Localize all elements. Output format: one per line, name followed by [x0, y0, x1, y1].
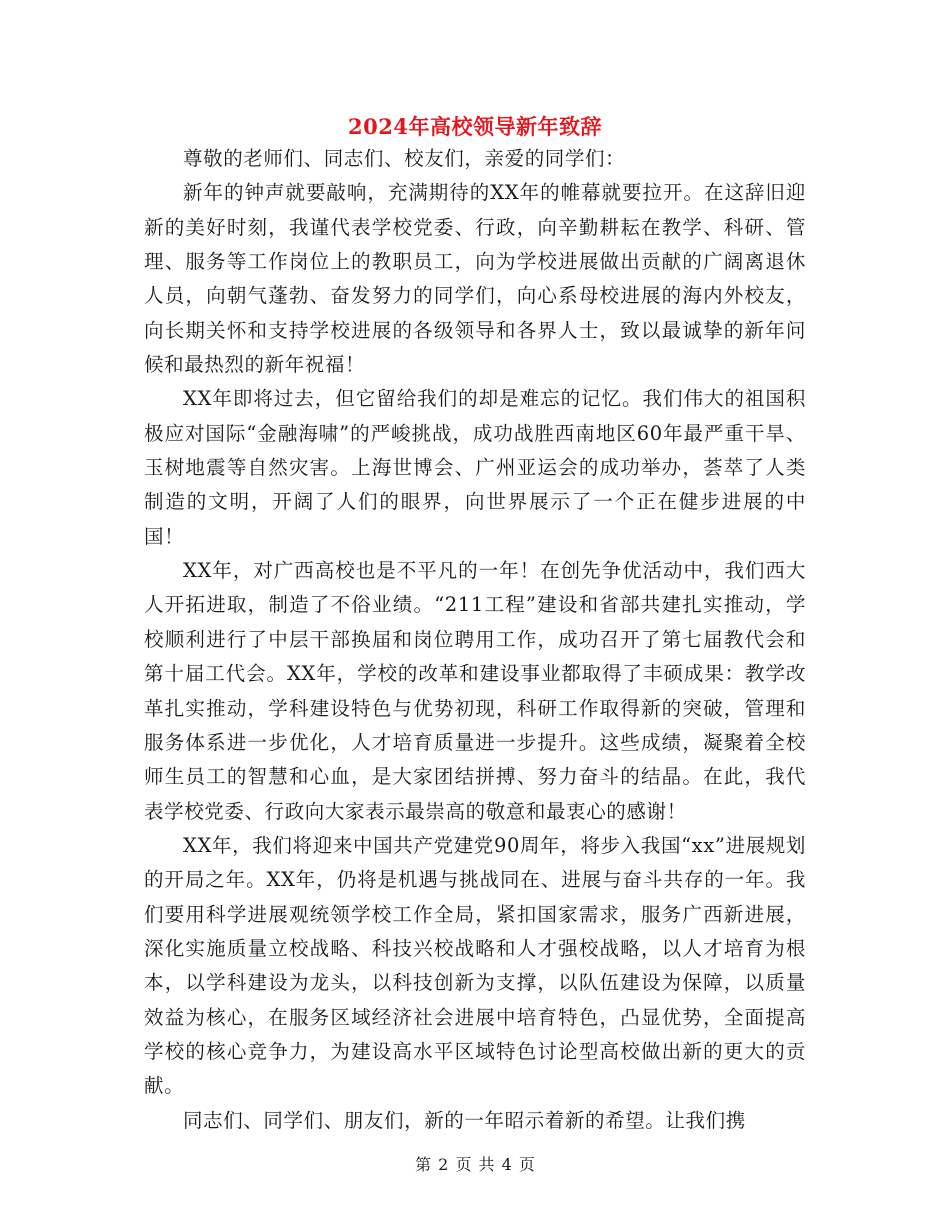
paragraph-past-year-national: XX年即将过去，但它留给我们的却是难忘的记忆。我们伟大的祖国积极应对国际“金融海啸”的严峻挑战，成功战胜西南地区60年最严重干旱、玉树地震等自然灾害。上海世博会、广州亚运会的成功举办，荟萃了人类制造的文明，开阔了人们的眼界，向世界展示了一个正在健步进展的中国！	[144, 387, 806, 548]
paragraph-new-year-greeting: 新年的钟声就要敲响，充满期待的XX年的帷幕就要拉开。在这辞旧迎新的美好时刻，我谨代表学校党委、行政，向辛勤耕耘在教学、科研、管理、服务等工作岗位上的教职员工，向为学校进展做出贡献的广阔离退休人员，向朝气蓬勃、奋发努力的同学们，向心系母校进展的海内外校友，向长期关怀和支持学校进展的各级领导和各界人士，致以最诚挚的新年问候和最热烈的新年祝福！	[144, 181, 806, 377]
salutation-paragraph: 尊敬的老师们、同志们、校友们，亲爱的同学们：	[183, 147, 626, 170]
document-title: 2024年高校领导新年致辞	[348, 114, 602, 139]
paragraph-university-achievements: XX年，对广西高校也是不平凡的一年！在创先争优活动中，我们西大人开拓进取，制造了不俗业绩。“211工程”建设和省部共建扎实推动，学校顺利进行了中层干部换届和岗位聘用工作，成功召开了第七届教代会和第十届工代会。XX年，学校的改革和建设事业都取得了丰硕成果：教学改革扎实推动，学科建设特色与优势初现，科研工作取得新的突破，管理和服务体系进一步优化，人才培育质量进一步提升。这些成绩，凝聚着全校师生员工的智慧和心血，是大家团结拼搏、努力奋斗的结晶。在此，我代表学校党委、行政向大家表示最崇高的敬意和最衷心的感谢！	[144, 559, 806, 823]
paragraph-coming-year-plans: XX年，我们将迎来中国共产党建党90周年，将步入我国“xx”进展规划的开局之年。XX年，仍将是机遇与挑战同在、进展与奋斗共存的一年。我们要用科学进展观统领学校工作全局，紧扣国家需求，服务广西新进展，深化实施质量立校战略、科技兴校战略和人才强校战略，以人才培育为根本，以学科建设为龙头，以科技创新为支撑，以队伍建设为保障，以质量效益为核心，在服务区域经济社会进展中培育特色，凸显优势，全面提高学校的核心竞争力，为建设高水平区域特色讨论型高校做出新的更大的贡献。	[144, 833, 806, 1098]
document-body	[144, 142, 806, 1138]
page-number-footer: 第 2 页 共 4 页	[415, 1155, 535, 1174]
paragraph-closing-partial: 同志们、同学们、朋友们，新的一年昭示着新的希望。让我们携	[183, 1108, 746, 1132]
